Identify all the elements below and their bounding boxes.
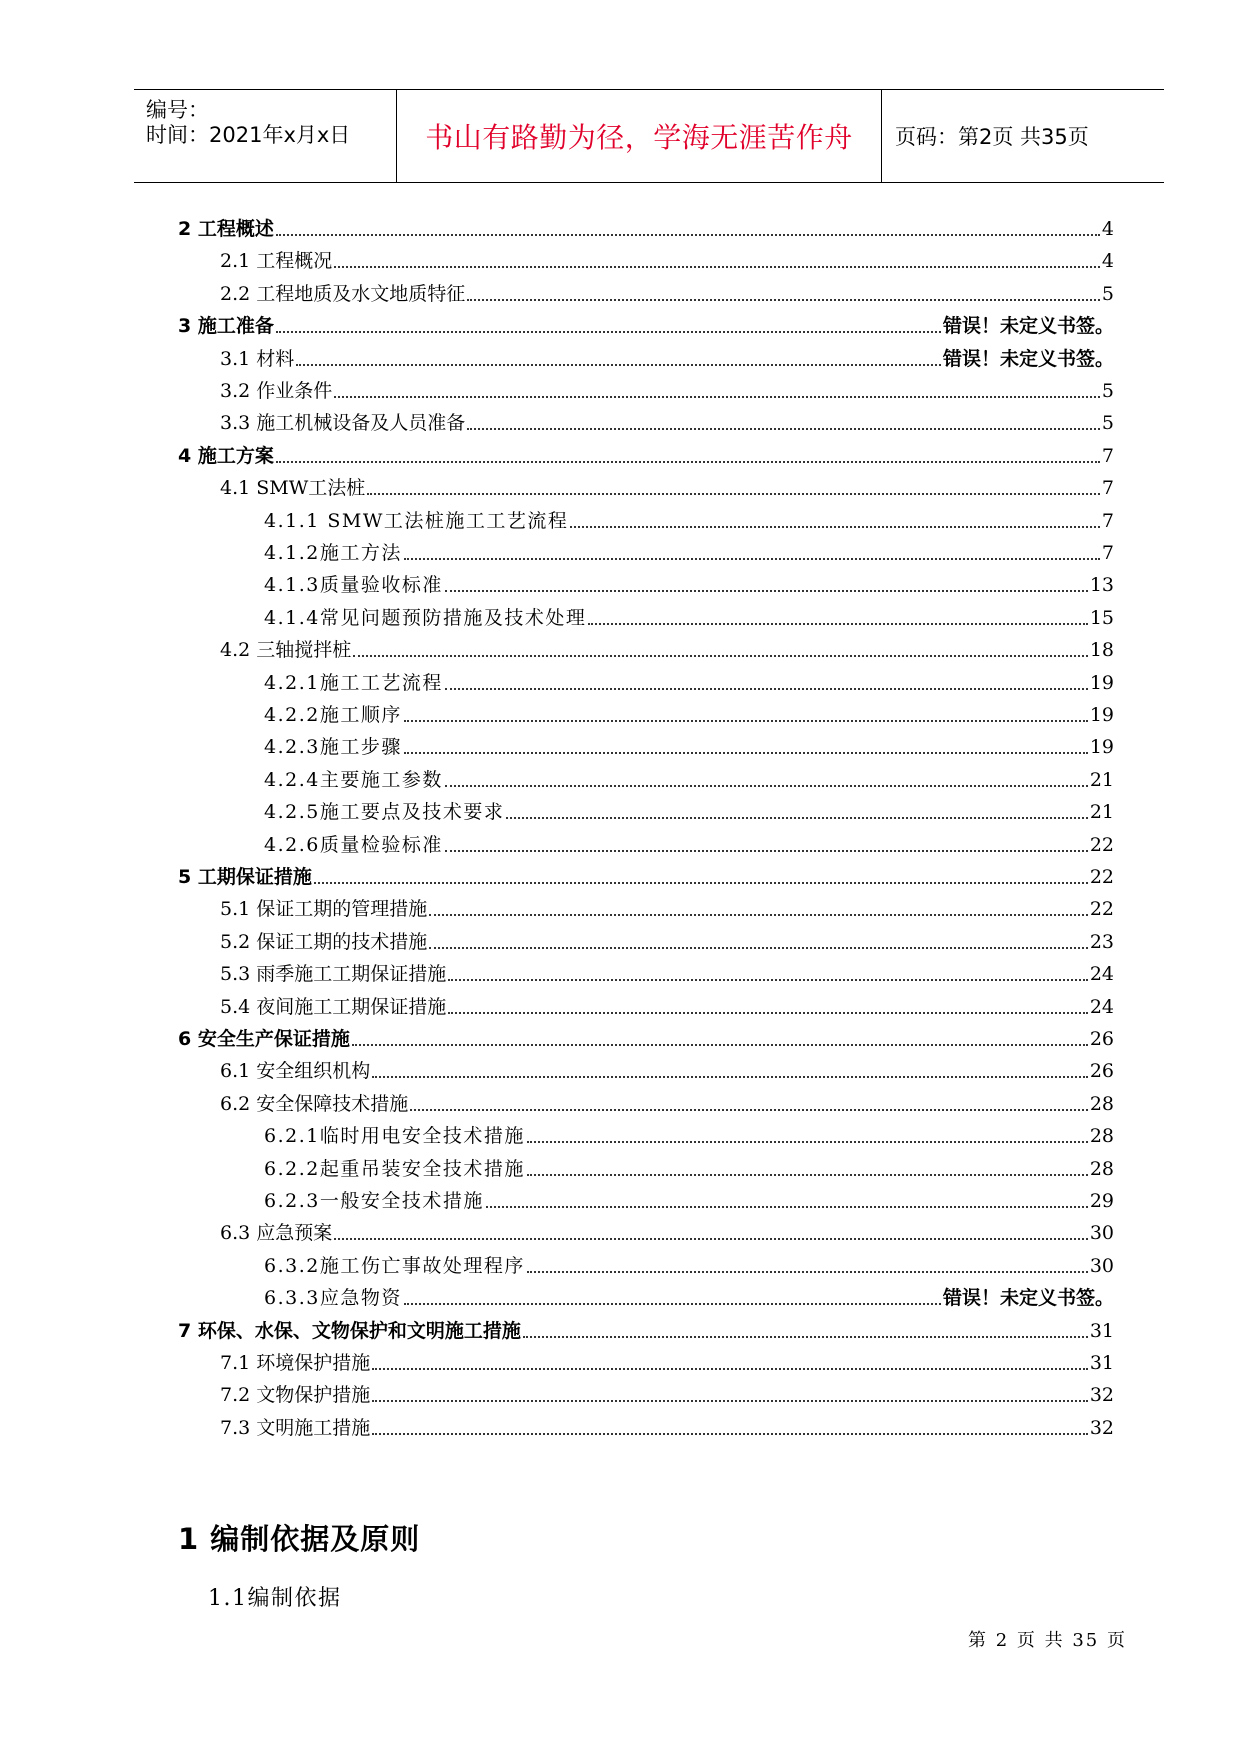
toc-entry[interactable] bbox=[220, 343, 1114, 371]
toc-leader-dots bbox=[445, 785, 1088, 787]
toc-entry-label: 6.2.2起重吊装安全技术措施 bbox=[264, 1157, 525, 1180]
header-meta bbox=[134, 90, 397, 182]
toc-entry-label: 3.3 施工机械设备及人员准备 bbox=[220, 412, 466, 435]
toc-entry-page: 28 bbox=[1089, 1125, 1114, 1148]
toc-entry-page: 19 bbox=[1089, 736, 1114, 759]
toc-entry[interactable] bbox=[264, 1120, 1114, 1148]
toc-leader-dots bbox=[372, 1076, 1088, 1078]
toc-entry-page: 4 bbox=[1101, 218, 1114, 240]
toc-entry-label: 6.3 应急预案 bbox=[220, 1222, 333, 1245]
toc-leader-dots bbox=[445, 590, 1088, 592]
header-slogan: 书山有路勤为径，学海无涯苦作舟 bbox=[397, 90, 882, 182]
toc-leader-dots bbox=[372, 1400, 1088, 1402]
toc-entry-page: 31 bbox=[1089, 1352, 1114, 1374]
toc-entry-label: 4.2.6质量检验标准 bbox=[264, 833, 443, 856]
toc-entry-page: 30 bbox=[1089, 1254, 1114, 1277]
toc-leader-dots bbox=[410, 1109, 1088, 1111]
toc-entry-page: 错误！未定义书签。 bbox=[942, 347, 1114, 370]
toc-entry[interactable] bbox=[220, 926, 1114, 954]
toc-leader-dots bbox=[276, 461, 1100, 463]
toc-leader-dots bbox=[523, 1336, 1088, 1338]
toc-entry-page: 7 bbox=[1101, 542, 1114, 564]
toc-entry-label: 5.3 雨季施工工期保证措施 bbox=[220, 963, 447, 986]
toc-leader-dots bbox=[448, 979, 1088, 981]
toc-leader-dots bbox=[429, 947, 1088, 949]
toc-entry[interactable] bbox=[178, 213, 1114, 241]
toc-entry[interactable] bbox=[220, 958, 1114, 986]
toc-entry-page: 26 bbox=[1089, 1060, 1114, 1083]
toc-entry-page: 5 bbox=[1101, 282, 1114, 305]
toc-entry[interactable] bbox=[220, 1088, 1114, 1116]
toc-entry[interactable] bbox=[220, 634, 1114, 662]
toc-entry-label: 7.2 文物保护措施 bbox=[220, 1384, 371, 1407]
toc-entry[interactable] bbox=[220, 1055, 1114, 1083]
toc-entry-label: 3 施工准备 bbox=[178, 315, 274, 338]
toc-entry-label: 4.2.4主要施工参数 bbox=[264, 768, 443, 791]
header-page-info: 页码：第2页 共35页 bbox=[895, 125, 1089, 149]
toc-entry[interactable] bbox=[178, 861, 1114, 889]
toc-entry-label: 5.4 夜间施工工期保证措施 bbox=[220, 995, 447, 1018]
toc-entry-label: 4.1.4常见问题预防措施及技术处理 bbox=[264, 606, 587, 629]
toc-entry[interactable] bbox=[264, 699, 1114, 727]
doc-code-label: 编号： bbox=[146, 98, 209, 122]
toc-entry-page: 24 bbox=[1089, 995, 1114, 1018]
toc-entry-page: 28 bbox=[1089, 1092, 1114, 1115]
toc-entry-page: 22 bbox=[1089, 833, 1114, 856]
toc-entry-page: 4 bbox=[1101, 250, 1114, 273]
toc-leader-dots bbox=[527, 1141, 1088, 1143]
page-header bbox=[134, 89, 1164, 183]
toc-entry-label: 6.1 安全组织机构 bbox=[220, 1060, 371, 1083]
toc-entry[interactable] bbox=[264, 796, 1114, 824]
toc-entry[interactable] bbox=[178, 1315, 1114, 1343]
toc-leader-dots bbox=[352, 1044, 1088, 1046]
toc-entry-label: 4.1.2施工方法 bbox=[264, 542, 402, 564]
toc-entry-label: 7.3 文明施工措施 bbox=[220, 1416, 371, 1439]
toc-leader-dots bbox=[448, 1012, 1088, 1014]
toc-entry-label: 6.2.1临时用电安全技术措施 bbox=[264, 1125, 525, 1148]
toc-entry[interactable] bbox=[220, 893, 1114, 921]
toc-entry-label: 2 工程概述 bbox=[178, 218, 274, 240]
toc-entry-label: 7.1 环境保护措施 bbox=[220, 1352, 371, 1374]
section-heading: 1 编制依据及原则 bbox=[178, 1522, 421, 1556]
toc-entry-label: 4.1.3质量验收标准 bbox=[264, 574, 443, 597]
toc-entry-page: 23 bbox=[1089, 930, 1114, 953]
toc-entry-label: 4.2.2施工顺序 bbox=[264, 704, 402, 726]
toc-entry-page: 5 bbox=[1101, 412, 1114, 435]
toc-entry-label: 4.2.5施工要点及技术要求 bbox=[264, 801, 505, 824]
toc-leader-dots bbox=[276, 234, 1100, 236]
toc-entry[interactable] bbox=[264, 764, 1114, 792]
toc-entry-page: 18 bbox=[1089, 639, 1114, 662]
toc-entry[interactable] bbox=[264, 537, 1114, 565]
toc-entry[interactable] bbox=[264, 1153, 1114, 1181]
toc-entry-page: 26 bbox=[1089, 1028, 1114, 1050]
toc-entry-label: 6 安全生产保证措施 bbox=[178, 1028, 350, 1050]
toc-entry[interactable] bbox=[178, 310, 1114, 338]
toc-entry-label: 2.1 工程概况 bbox=[220, 250, 333, 273]
toc-entry[interactable] bbox=[220, 991, 1114, 1019]
toc-entry-page: 29 bbox=[1089, 1190, 1114, 1212]
toc-entry-page: 32 bbox=[1089, 1384, 1114, 1407]
subsection-heading: 1.1编制依据 bbox=[208, 1586, 342, 1611]
toc-leader-dots bbox=[404, 558, 1100, 560]
toc-entry[interactable] bbox=[264, 1282, 1114, 1310]
toc-entry-label: 5.2 保证工期的技术措施 bbox=[220, 930, 428, 953]
toc-leader-dots bbox=[372, 1433, 1088, 1435]
toc-entry[interactable] bbox=[178, 440, 1114, 468]
toc-leader-dots bbox=[404, 1303, 941, 1305]
toc-entry-page: 22 bbox=[1089, 866, 1114, 888]
toc-entry-page: 13 bbox=[1089, 574, 1114, 597]
toc-leader-dots bbox=[367, 493, 1100, 495]
toc-entry-label: 6.3.3应急物资 bbox=[264, 1287, 402, 1310]
toc-entry[interactable] bbox=[220, 1412, 1114, 1440]
toc-leader-dots bbox=[467, 299, 1100, 301]
toc-leader-dots bbox=[445, 688, 1088, 690]
toc-leader-dots bbox=[314, 882, 1088, 884]
toc-entry-label: 2.2 工程地质及水文地质特征 bbox=[220, 282, 466, 305]
toc-entry[interactable] bbox=[220, 472, 1114, 500]
toc-entry-label: 4.1.1 SMW工法桩施工工艺流程 bbox=[264, 509, 569, 532]
toc-entry-label: 4.2.3施工步骤 bbox=[264, 736, 402, 759]
toc-entry[interactable] bbox=[220, 1347, 1114, 1375]
page-footer: 第 2 页 共 35 页 bbox=[968, 1630, 1127, 1651]
toc-leader-dots bbox=[527, 1271, 1088, 1273]
toc-entry[interactable] bbox=[264, 731, 1114, 759]
toc-entry[interactable] bbox=[264, 569, 1114, 597]
toc-entry-page: 30 bbox=[1089, 1222, 1114, 1245]
toc-entry-label: 7 环保、水保、文物保护和文明施工措施 bbox=[178, 1319, 521, 1342]
toc-leader-dots bbox=[570, 526, 1100, 528]
toc-entry-page: 19 bbox=[1089, 671, 1114, 694]
toc-entry-label: 6.2.3一般安全技术措施 bbox=[264, 1190, 484, 1212]
toc-entry[interactable] bbox=[220, 407, 1114, 435]
toc-leader-dots bbox=[334, 1238, 1088, 1240]
toc-entry-label: 6.2 安全保障技术措施 bbox=[220, 1092, 409, 1115]
toc-entry[interactable] bbox=[264, 667, 1114, 695]
toc-entry-page: 7 bbox=[1101, 477, 1114, 500]
toc-leader-dots bbox=[353, 655, 1088, 657]
toc-leader-dots bbox=[527, 1174, 1088, 1176]
toc-entry-label: 6.3.2施工伤亡事故处理程序 bbox=[264, 1254, 525, 1277]
toc-entry-page: 5 bbox=[1101, 380, 1114, 402]
toc-leader-dots bbox=[588, 623, 1087, 625]
toc-entry[interactable] bbox=[264, 829, 1114, 857]
toc-entry-page: 28 bbox=[1089, 1157, 1114, 1180]
toc-entry-page: 错误！未定义书签。 bbox=[942, 315, 1114, 338]
toc-leader-dots bbox=[404, 720, 1088, 722]
toc-entry-label: 3.2 作业条件 bbox=[220, 380, 333, 402]
toc-entry-label: 5.1 保证工期的管理措施 bbox=[220, 898, 428, 921]
toc-leader-dots bbox=[404, 752, 1088, 754]
toc-entry[interactable] bbox=[264, 602, 1114, 630]
toc-leader-dots bbox=[429, 914, 1088, 916]
toc-leader-dots bbox=[334, 396, 1100, 398]
toc-entry-page: 7 bbox=[1101, 509, 1114, 532]
toc-entry-label: 4.2.1施工工艺流程 bbox=[264, 671, 443, 694]
toc-entry-label: 4.2 三轴搅拌桩 bbox=[220, 639, 352, 662]
toc-leader-dots bbox=[372, 1368, 1088, 1370]
toc-entry-page: 22 bbox=[1089, 898, 1114, 921]
toc-entry[interactable] bbox=[220, 245, 1114, 273]
toc-entry-page: 21 bbox=[1089, 801, 1114, 824]
toc-entry-page: 错误！未定义书签。 bbox=[942, 1287, 1114, 1310]
toc-leader-dots bbox=[486, 1206, 1088, 1208]
toc-entry-label: 3.1 材料 bbox=[220, 347, 295, 370]
toc-leader-dots bbox=[445, 850, 1088, 852]
toc-entry-page: 15 bbox=[1089, 606, 1114, 629]
toc-entry[interactable] bbox=[220, 278, 1114, 306]
toc-leader-dots bbox=[334, 266, 1100, 268]
toc-entry-page: 21 bbox=[1089, 768, 1114, 791]
toc-entry-page: 7 bbox=[1101, 444, 1114, 467]
toc-entry[interactable] bbox=[178, 1023, 1114, 1051]
toc-entry[interactable] bbox=[264, 1185, 1114, 1213]
toc-entry-page: 24 bbox=[1089, 963, 1114, 986]
toc-entry-label: 4.1 SMW工法桩 bbox=[220, 477, 366, 500]
toc-leader-dots bbox=[276, 331, 941, 333]
toc-leader-dots bbox=[467, 428, 1100, 430]
toc-entry-label: 4 施工方案 bbox=[178, 444, 274, 467]
toc-entry[interactable] bbox=[220, 375, 1114, 403]
toc-entry-page: 31 bbox=[1089, 1319, 1114, 1342]
toc-entry[interactable] bbox=[220, 1379, 1114, 1407]
toc-entry[interactable] bbox=[264, 505, 1114, 533]
doc-time-label: 时间：2021年x月x日 bbox=[146, 123, 351, 147]
toc-entry-page: 19 bbox=[1089, 704, 1114, 726]
toc-entry-label: 5 工期保证措施 bbox=[178, 866, 312, 888]
toc-entry-page: 32 bbox=[1089, 1416, 1114, 1439]
toc-leader-dots bbox=[296, 364, 941, 366]
toc-leader-dots bbox=[506, 817, 1087, 819]
toc-entry[interactable] bbox=[264, 1250, 1114, 1278]
toc-entry[interactable] bbox=[220, 1217, 1114, 1245]
